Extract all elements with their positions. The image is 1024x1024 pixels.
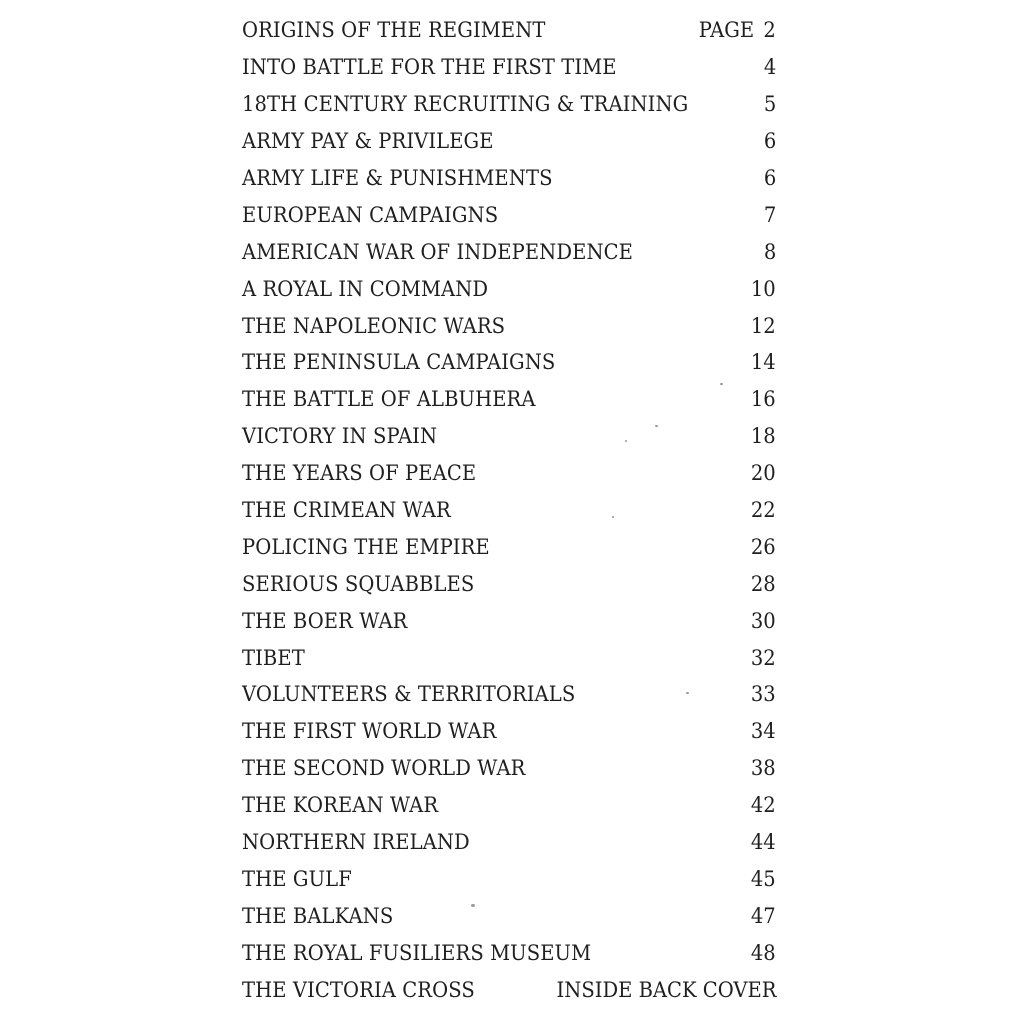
page-number: 2 <box>763 18 776 43</box>
toc-entry <box>242 602 776 639</box>
toc-entry <box>242 270 776 307</box>
scan-speck <box>686 692 689 694</box>
toc-entry-page: 16 <box>751 387 776 412</box>
toc-entry-page: 12 <box>751 313 776 338</box>
toc-entry-title: THE CRIMEAN WAR <box>242 498 451 523</box>
toc-entry-page: 10 <box>751 276 776 301</box>
toc-entry-title: THE ROYAL FUSILIERS MUSEUM <box>242 940 592 965</box>
toc-entry-page: 30 <box>751 608 776 633</box>
toc-entry-page: 6 <box>763 166 776 190</box>
toc-entry-title: THE BATTLE OF ALBUHERA <box>242 387 536 412</box>
scan-speck <box>612 516 614 518</box>
toc-entry-title: THE BOER WAR <box>242 608 408 633</box>
toc-entry-page: 22 <box>751 498 776 523</box>
toc-entry <box>242 824 776 861</box>
toc-entry-page: 26 <box>751 534 776 559</box>
toc-entry-page: 7 <box>763 202 776 227</box>
toc-entry <box>242 233 776 270</box>
toc-entry-title: POLICING THE EMPIRE <box>242 534 490 559</box>
toc-entry <box>242 971 776 1008</box>
toc-entry <box>242 455 776 492</box>
toc-entry-page: 47 <box>751 903 776 928</box>
scan-speck <box>471 904 475 907</box>
scan-speck <box>625 440 627 442</box>
toc-entry <box>242 492 776 529</box>
toc-entry <box>242 307 776 344</box>
toc-entry-page: 42 <box>751 793 776 818</box>
toc-entry-page: 4 <box>763 55 776 80</box>
toc-entry-page: 38 <box>751 756 776 781</box>
toc-entry-page: 20 <box>751 461 776 486</box>
toc-entry <box>242 49 776 86</box>
toc-entry-page: 48 <box>751 940 776 965</box>
toc-entry-title: EUROPEAN CAMPAIGNS <box>242 202 499 227</box>
toc-entry <box>242 123 776 160</box>
toc-entry-title: THE VICTORIA CROSS <box>242 977 475 1002</box>
toc-entry-title: VICTORY IN SPAIN <box>242 424 438 449</box>
toc-entry-page: INSIDE BACK COVER <box>556 977 776 1002</box>
toc-entry-title: TIBET <box>242 645 305 670</box>
toc-entry-page <box>699 18 776 42</box>
toc-entry-title: THE BALKANS <box>242 903 394 928</box>
toc-entry <box>242 160 776 197</box>
toc-entry-title: THE YEARS OF PEACE <box>242 461 477 486</box>
toc-entry-title: THE KOREAN WAR <box>242 793 439 818</box>
toc-entry <box>242 676 776 713</box>
toc-entry-title: NORTHERN IRELAND <box>242 830 470 855</box>
toc-entry-page: 28 <box>751 571 776 596</box>
toc-entry <box>242 787 776 824</box>
toc-entry-page: 8 <box>763 239 776 264</box>
scan-speck <box>655 425 658 427</box>
toc-entry-title: VOLUNTEERS & TERRITORIALS <box>242 682 576 707</box>
toc-entry <box>242 86 776 123</box>
toc-entry-title: INTO BATTLE FOR THE FIRST TIME <box>242 55 617 80</box>
toc-entry-title: ORIGINS OF THE REGIMENT <box>242 18 546 43</box>
toc-entry <box>242 565 776 602</box>
toc-entry-page: 45 <box>751 866 776 891</box>
toc-entry-title: A ROYAL IN COMMAND <box>242 276 489 301</box>
toc-entry <box>242 897 776 934</box>
table-of-contents <box>242 12 776 1008</box>
toc-entry <box>242 860 776 897</box>
toc-entry-title: THE GULF <box>242 866 352 891</box>
toc-entry <box>242 934 776 971</box>
toc-entry <box>242 528 776 565</box>
toc-entry <box>242 344 776 381</box>
toc-entry-title: THE FIRST WORLD WAR <box>242 719 497 744</box>
toc-entry-page: 6 <box>763 129 776 154</box>
toc-entry-title: ARMY LIFE & PUNISHMENTS <box>242 166 553 190</box>
toc-entry-page: 5 <box>763 92 776 117</box>
toc-entry-title: THE NAPOLEONIC WARS <box>242 313 506 338</box>
toc-entry <box>242 12 776 49</box>
toc-entry-title: THE PENINSULA CAMPAIGNS <box>242 350 556 375</box>
toc-entry <box>242 418 776 455</box>
toc-entry-title: ARMY PAY & PRIVILEGE <box>242 129 494 154</box>
toc-entry-page: 33 <box>751 682 776 707</box>
toc-entry-title: 18TH CENTURY RECRUITING & TRAINING <box>242 92 689 117</box>
toc-entry <box>242 639 776 676</box>
toc-entry-title: AMERICAN WAR OF INDEPENDENCE <box>242 239 634 264</box>
toc-entry <box>242 196 776 233</box>
toc-entry <box>242 750 776 787</box>
scan-speck <box>720 383 723 385</box>
toc-entry-title: SERIOUS SQUABBLES <box>242 571 475 596</box>
toc-entry-page: 18 <box>751 424 776 449</box>
toc-entry <box>242 381 776 418</box>
toc-entry-page: 32 <box>751 645 776 670</box>
toc-entry-page: 44 <box>751 830 776 855</box>
toc-entry-page: 14 <box>751 350 776 375</box>
toc-entry-page: 34 <box>751 719 776 744</box>
toc-entry-title: THE SECOND WORLD WAR <box>242 756 526 781</box>
toc-entry <box>242 713 776 750</box>
page-label: PAGE <box>698 18 755 43</box>
